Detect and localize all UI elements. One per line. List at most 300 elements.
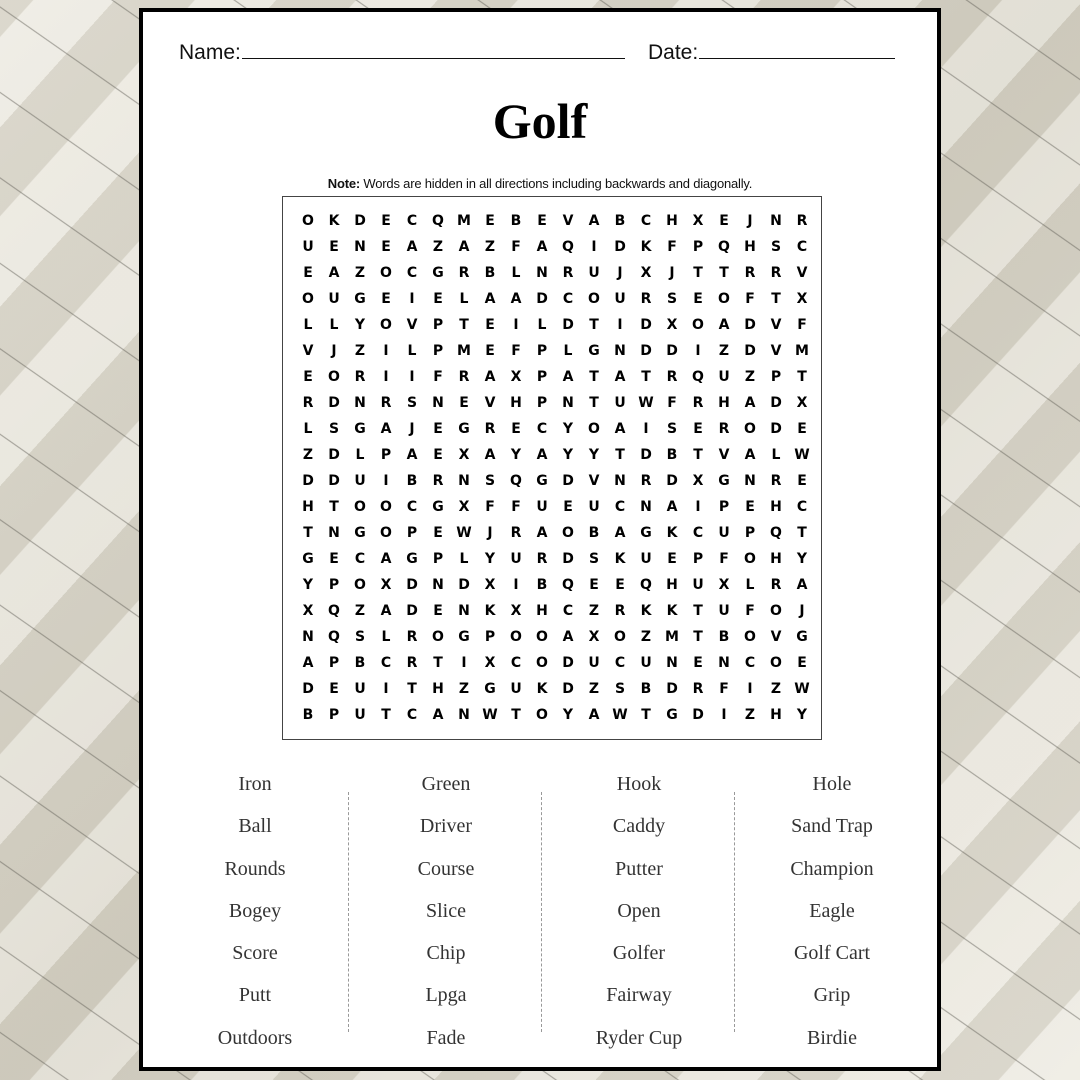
grid-letter[interactable]: U	[588, 265, 600, 281]
grid-letter[interactable]: U	[640, 655, 652, 671]
grid-letter[interactable]: S	[406, 395, 418, 411]
grid-letter[interactable]: E	[381, 213, 391, 229]
grid-letter[interactable]: A	[510, 291, 522, 307]
grid-letter[interactable]: H	[770, 707, 782, 723]
grid-letter[interactable]: B	[510, 213, 522, 229]
grid-letter[interactable]: N	[536, 265, 548, 281]
grid-letter[interactable]: T	[433, 655, 443, 671]
grid-letter[interactable]: P	[406, 525, 418, 541]
grid-letter[interactable]: O	[770, 603, 782, 619]
grid-letter[interactable]: E	[433, 603, 443, 619]
grid-letter[interactable]: L	[745, 577, 755, 593]
grid-letter[interactable]: D	[354, 213, 366, 229]
grid-letter[interactable]: P	[328, 577, 340, 593]
grid-letter[interactable]: C	[406, 499, 418, 515]
grid-letter[interactable]: D	[536, 291, 548, 307]
grid-letter[interactable]: B	[484, 265, 496, 281]
grid-letter[interactable]: A	[614, 369, 626, 385]
grid-letter[interactable]: C	[562, 603, 574, 619]
grid-letter[interactable]: X	[302, 603, 314, 619]
grid-letter[interactable]: C	[796, 499, 808, 515]
grid-letter[interactable]: G	[536, 473, 548, 489]
grid-letter[interactable]: N	[432, 395, 444, 411]
grid-letter[interactable]: K	[640, 603, 652, 619]
grid-letter[interactable]: U	[614, 395, 626, 411]
grid-letter[interactable]: U	[588, 499, 600, 515]
grid-letter[interactable]: R	[458, 265, 470, 281]
grid-letter[interactable]: Z	[354, 265, 366, 281]
grid-letter[interactable]: X	[380, 577, 392, 593]
grid-letter[interactable]: R	[484, 421, 496, 437]
grid-letter[interactable]: V	[484, 395, 496, 411]
grid-letter[interactable]: D	[562, 655, 574, 671]
grid-letter[interactable]: Y	[302, 577, 314, 593]
grid-letter[interactable]: Q	[510, 473, 522, 489]
grid-letter[interactable]: O	[432, 629, 444, 645]
grid-letter[interactable]: G	[640, 525, 652, 541]
grid-letter[interactable]: Q	[328, 629, 340, 645]
grid-letter[interactable]: D	[562, 317, 574, 333]
grid-letter[interactable]: Q	[562, 577, 574, 593]
grid-letter[interactable]: E	[797, 473, 807, 489]
grid-letter[interactable]: S	[354, 629, 366, 645]
grid-letter[interactable]: U	[536, 499, 548, 515]
grid-letter[interactable]: H	[666, 213, 678, 229]
grid-letter[interactable]: C	[354, 551, 366, 567]
grid-letter[interactable]: Y	[562, 421, 574, 437]
grid-letter[interactable]: B	[302, 707, 314, 723]
grid-letter[interactable]: L	[511, 265, 521, 281]
grid-letter[interactable]: I	[409, 291, 415, 307]
grid-letter[interactable]: Z	[770, 681, 782, 697]
grid-letter[interactable]: Z	[484, 239, 496, 255]
grid-letter[interactable]: I	[591, 239, 597, 255]
grid-letter[interactable]: A	[328, 265, 340, 281]
grid-letter[interactable]: E	[485, 317, 495, 333]
date-blank-line[interactable]	[699, 38, 895, 59]
grid-letter[interactable]: G	[354, 291, 366, 307]
grid-letter[interactable]: U	[718, 525, 730, 541]
grid-letter[interactable]: V	[770, 629, 782, 645]
grid-letter[interactable]: B	[354, 655, 366, 671]
grid-letter[interactable]: Q	[692, 369, 704, 385]
grid-letter[interactable]: G	[718, 473, 730, 489]
grid-letter[interactable]: N	[562, 395, 574, 411]
grid-letter[interactable]: T	[615, 447, 625, 463]
grid-letter[interactable]: D	[562, 551, 574, 567]
grid-letter[interactable]: S	[328, 421, 340, 437]
grid-letter[interactable]: I	[383, 343, 389, 359]
grid-letter[interactable]: D	[406, 577, 418, 593]
grid-letter[interactable]: U	[510, 551, 522, 567]
grid-letter[interactable]: T	[693, 265, 703, 281]
grid-letter[interactable]: A	[406, 447, 418, 463]
grid-letter[interactable]: D	[328, 473, 340, 489]
grid-letter[interactable]: V	[302, 343, 314, 359]
grid-letter[interactable]: S	[614, 681, 626, 697]
grid-letter[interactable]: A	[588, 707, 600, 723]
grid-letter[interactable]: E	[563, 499, 573, 515]
grid-letter[interactable]: U	[354, 473, 366, 489]
grid-letter[interactable]: R	[458, 369, 470, 385]
grid-letter[interactable]: T	[511, 707, 521, 723]
grid-letter[interactable]: Q	[770, 525, 782, 541]
grid-letter[interactable]: C	[614, 499, 626, 515]
grid-letter[interactable]: L	[303, 421, 313, 437]
grid-letter[interactable]: E	[433, 421, 443, 437]
grid-letter[interactable]: C	[380, 655, 392, 671]
grid-letter[interactable]: N	[328, 525, 340, 541]
grid-letter[interactable]: I	[383, 473, 389, 489]
grid-letter[interactable]: X	[718, 577, 730, 593]
grid-letter[interactable]: B	[588, 525, 600, 541]
grid-letter[interactable]: A	[666, 499, 678, 515]
grid-letter[interactable]: Y	[588, 447, 600, 463]
grid-letter[interactable]: D	[328, 395, 340, 411]
grid-letter[interactable]: B	[406, 473, 418, 489]
grid-letter[interactable]: D	[770, 395, 782, 411]
grid-letter[interactable]: F	[485, 499, 495, 515]
grid-letter[interactable]: T	[797, 369, 807, 385]
grid-letter[interactable]: T	[693, 447, 703, 463]
grid-letter[interactable]: A	[588, 213, 600, 229]
grid-letter[interactable]: T	[693, 603, 703, 619]
grid-letter[interactable]: O	[744, 421, 756, 437]
grid-letter[interactable]: A	[380, 603, 392, 619]
grid-letter[interactable]: H	[510, 395, 522, 411]
grid-letter[interactable]: Y	[562, 447, 574, 463]
grid-letter[interactable]: M	[795, 343, 809, 359]
grid-letter[interactable]: U	[718, 369, 730, 385]
grid-letter[interactable]: W	[794, 447, 810, 463]
grid-letter[interactable]: P	[380, 447, 392, 463]
grid-letter[interactable]: R	[640, 473, 652, 489]
grid-letter[interactable]: P	[484, 629, 496, 645]
grid-letter[interactable]: O	[510, 629, 522, 645]
grid-letter[interactable]: V	[406, 317, 418, 333]
grid-letter[interactable]: L	[537, 317, 547, 333]
grid-letter[interactable]: C	[536, 421, 548, 437]
grid-letter[interactable]: B	[718, 629, 730, 645]
grid-letter[interactable]: O	[302, 213, 314, 229]
grid-letter[interactable]: A	[744, 395, 756, 411]
grid-letter[interactable]: R	[770, 577, 782, 593]
grid-letter[interactable]: S	[666, 421, 678, 437]
grid-letter[interactable]: L	[771, 447, 781, 463]
grid-letter[interactable]: X	[484, 577, 496, 593]
grid-letter[interactable]: W	[456, 525, 472, 541]
grid-letter[interactable]: C	[406, 265, 418, 281]
grid-letter[interactable]: L	[355, 447, 365, 463]
grid-letter[interactable]: A	[718, 317, 730, 333]
grid-letter[interactable]: Z	[588, 603, 600, 619]
grid-letter[interactable]: F	[511, 239, 521, 255]
grid-letter[interactable]: E	[381, 291, 391, 307]
grid-letter[interactable]: I	[409, 369, 415, 385]
grid-letter[interactable]: D	[666, 473, 678, 489]
grid-letter[interactable]: U	[588, 655, 600, 671]
grid-letter[interactable]: Z	[458, 681, 470, 697]
grid-letter[interactable]: E	[303, 265, 313, 281]
grid-letter[interactable]: L	[407, 343, 417, 359]
grid-letter[interactable]: Q	[640, 577, 652, 593]
grid-letter[interactable]: D	[770, 421, 782, 437]
grid-letter[interactable]: L	[459, 551, 469, 567]
grid-letter[interactable]: C	[692, 525, 704, 541]
grid-letter[interactable]: I	[383, 369, 389, 385]
grid-letter[interactable]: C	[562, 291, 574, 307]
grid-letter[interactable]: F	[745, 291, 755, 307]
grid-letter[interactable]: E	[433, 447, 443, 463]
grid-letter[interactable]: E	[303, 369, 313, 385]
grid-letter[interactable]: X	[796, 395, 808, 411]
grid-letter[interactable]: H	[432, 681, 444, 697]
grid-letter[interactable]: D	[640, 317, 652, 333]
grid-letter[interactable]: P	[328, 707, 340, 723]
grid-letter[interactable]: R	[718, 421, 730, 437]
grid-letter[interactable]: R	[432, 473, 444, 489]
grid-letter[interactable]: A	[406, 239, 418, 255]
grid-letter[interactable]: X	[796, 291, 808, 307]
grid-letter[interactable]: G	[354, 525, 366, 541]
grid-letter[interactable]: G	[458, 629, 470, 645]
grid-letter[interactable]: O	[744, 551, 756, 567]
grid-letter[interactable]: I	[721, 707, 727, 723]
grid-letter[interactable]: I	[513, 317, 519, 333]
grid-letter[interactable]: V	[770, 317, 782, 333]
grid-letter[interactable]: H	[302, 499, 314, 515]
grid-letter[interactable]: P	[744, 525, 756, 541]
grid-letter[interactable]: L	[459, 291, 469, 307]
grid-letter[interactable]: N	[432, 577, 444, 593]
grid-letter[interactable]: E	[459, 395, 469, 411]
grid-letter[interactable]: F	[719, 551, 729, 567]
grid-letter[interactable]: O	[328, 369, 340, 385]
grid-letter[interactable]: O	[380, 265, 392, 281]
grid-letter[interactable]: R	[536, 551, 548, 567]
grid-letter[interactable]: J	[409, 421, 415, 437]
grid-letter[interactable]: C	[640, 213, 652, 229]
grid-letter[interactable]: F	[433, 369, 443, 385]
grid-letter[interactable]: O	[354, 577, 366, 593]
grid-letter[interactable]: E	[433, 525, 443, 541]
grid-letter[interactable]: A	[536, 239, 548, 255]
grid-letter[interactable]: J	[747, 213, 753, 229]
grid-letter[interactable]: F	[745, 603, 755, 619]
grid-letter[interactable]: V	[796, 265, 808, 281]
grid-letter[interactable]: G	[484, 681, 496, 697]
grid-letter[interactable]: U	[354, 681, 366, 697]
grid-letter[interactable]: D	[640, 447, 652, 463]
grid-letter[interactable]: P	[536, 343, 548, 359]
grid-letter[interactable]: O	[354, 499, 366, 515]
grid-letter[interactable]: A	[744, 447, 756, 463]
grid-letter[interactable]: A	[380, 421, 392, 437]
grid-letter[interactable]: O	[302, 291, 314, 307]
grid-letter[interactable]: Z	[432, 239, 444, 255]
grid-letter[interactable]: O	[692, 317, 704, 333]
grid-letter[interactable]: F	[667, 395, 677, 411]
grid-letter[interactable]: R	[770, 473, 782, 489]
grid-letter[interactable]: X	[484, 655, 496, 671]
grid-letter[interactable]: A	[380, 551, 392, 567]
grid-letter[interactable]: X	[666, 317, 678, 333]
grid-letter[interactable]: R	[666, 369, 678, 385]
grid-letter[interactable]: K	[666, 525, 678, 541]
grid-letter[interactable]: U	[614, 291, 626, 307]
grid-letter[interactable]: K	[666, 603, 678, 619]
grid-letter[interactable]: B	[536, 577, 548, 593]
grid-letter[interactable]: T	[641, 707, 651, 723]
grid-letter[interactable]: A	[562, 369, 574, 385]
grid-letter[interactable]: E	[329, 551, 339, 567]
grid-letter[interactable]: I	[461, 655, 467, 671]
grid-letter[interactable]: Y	[354, 317, 366, 333]
grid-letter[interactable]: R	[354, 369, 366, 385]
grid-letter[interactable]: C	[406, 707, 418, 723]
grid-letter[interactable]: A	[614, 525, 626, 541]
grid-letter[interactable]: G	[406, 551, 418, 567]
grid-letter[interactable]: D	[562, 473, 574, 489]
grid-letter[interactable]: D	[406, 603, 418, 619]
grid-letter[interactable]: U	[718, 603, 730, 619]
grid-letter[interactable]: P	[692, 551, 704, 567]
grid-letter[interactable]: Z	[718, 343, 730, 359]
grid-letter[interactable]: E	[485, 213, 495, 229]
grid-letter[interactable]: E	[511, 421, 521, 437]
grid-letter[interactable]: T	[693, 629, 703, 645]
grid-letter[interactable]: U	[328, 291, 340, 307]
grid-letter[interactable]: E	[667, 551, 677, 567]
grid-letter[interactable]: D	[744, 317, 756, 333]
grid-letter[interactable]: O	[562, 525, 574, 541]
grid-letter[interactable]: Z	[744, 707, 756, 723]
grid-letter[interactable]: H	[744, 239, 756, 255]
grid-letter[interactable]: O	[588, 291, 600, 307]
grid-letter[interactable]: D	[328, 447, 340, 463]
grid-letter[interactable]: G	[588, 343, 600, 359]
grid-letter[interactable]: C	[796, 239, 808, 255]
grid-letter[interactable]: E	[433, 291, 443, 307]
grid-letter[interactable]: T	[771, 291, 781, 307]
grid-letter[interactable]: A	[796, 577, 808, 593]
grid-letter[interactable]: M	[665, 629, 679, 645]
grid-letter[interactable]: I	[695, 343, 701, 359]
grid-letter[interactable]: J	[331, 343, 337, 359]
grid-letter[interactable]: U	[640, 551, 652, 567]
grid-letter[interactable]: H	[770, 551, 782, 567]
grid-letter[interactable]: Y	[562, 707, 574, 723]
grid-letter[interactable]: G	[666, 707, 678, 723]
grid-letter[interactable]: V	[718, 447, 730, 463]
grid-letter[interactable]: K	[640, 239, 652, 255]
grid-letter[interactable]: A	[484, 291, 496, 307]
grid-letter[interactable]: N	[744, 473, 756, 489]
grid-letter[interactable]: Z	[588, 681, 600, 697]
grid-letter[interactable]: E	[381, 239, 391, 255]
grid-letter[interactable]: X	[692, 473, 704, 489]
grid-letter[interactable]: P	[432, 551, 444, 567]
grid-letter[interactable]: D	[458, 577, 470, 593]
grid-letter[interactable]: G	[302, 551, 314, 567]
grid-letter[interactable]: V	[588, 473, 600, 489]
grid-letter[interactable]: W	[482, 707, 498, 723]
grid-letter[interactable]: Z	[354, 603, 366, 619]
grid-letter[interactable]: E	[719, 213, 729, 229]
grid-letter[interactable]: E	[693, 421, 703, 437]
grid-letter[interactable]: P	[692, 239, 704, 255]
grid-letter[interactable]: S	[770, 239, 782, 255]
grid-letter[interactable]: U	[354, 707, 366, 723]
grid-letter[interactable]: B	[666, 447, 678, 463]
grid-letter[interactable]: E	[615, 577, 625, 593]
grid-letter[interactable]: A	[302, 655, 314, 671]
grid-letter[interactable]: K	[614, 551, 626, 567]
grid-letter[interactable]: E	[693, 291, 703, 307]
grid-letter[interactable]: R	[692, 395, 704, 411]
grid-letter[interactable]: D	[666, 343, 678, 359]
grid-letter[interactable]: A	[536, 525, 548, 541]
grid-letter[interactable]: W	[794, 681, 810, 697]
grid-letter[interactable]: O	[718, 291, 730, 307]
grid-letter[interactable]: E	[693, 655, 703, 671]
grid-letter[interactable]: G	[354, 421, 366, 437]
grid-letter[interactable]: I	[695, 499, 701, 515]
grid-letter[interactable]: Y	[510, 447, 522, 463]
grid-letter[interactable]: N	[458, 473, 470, 489]
grid-letter[interactable]: V	[770, 343, 782, 359]
grid-letter[interactable]: W	[612, 707, 628, 723]
grid-letter[interactable]: K	[328, 213, 340, 229]
grid-letter[interactable]: Z	[744, 369, 756, 385]
grid-letter[interactable]: T	[303, 525, 313, 541]
grid-letter[interactable]: R	[562, 265, 574, 281]
grid-letter[interactable]: L	[381, 629, 391, 645]
grid-letter[interactable]: N	[354, 239, 366, 255]
grid-letter[interactable]: A	[484, 447, 496, 463]
grid-letter[interactable]: E	[745, 499, 755, 515]
grid-letter[interactable]: X	[458, 499, 470, 515]
grid-letter[interactable]: P	[432, 317, 444, 333]
grid-letter[interactable]: K	[484, 603, 496, 619]
grid-letter[interactable]: P	[432, 343, 444, 359]
grid-letter[interactable]: N	[614, 343, 626, 359]
grid-letter[interactable]: R	[796, 213, 808, 229]
grid-letter[interactable]: A	[484, 369, 496, 385]
grid-letter[interactable]: N	[354, 395, 366, 411]
grid-letter[interactable]: I	[617, 317, 623, 333]
grid-letter[interactable]: A	[432, 707, 444, 723]
grid-letter[interactable]: A	[536, 447, 548, 463]
grid-letter[interactable]: S	[484, 473, 496, 489]
grid-letter[interactable]: T	[459, 317, 469, 333]
grid-letter[interactable]: N	[640, 499, 652, 515]
grid-letter[interactable]: T	[589, 395, 599, 411]
grid-letter[interactable]: T	[589, 317, 599, 333]
grid-letter[interactable]: T	[407, 681, 417, 697]
grid-letter[interactable]: U	[302, 239, 314, 255]
grid-letter[interactable]: S	[588, 551, 600, 567]
grid-letter[interactable]: X	[588, 629, 600, 645]
grid-letter[interactable]: N	[458, 603, 470, 619]
grid-letter[interactable]: O	[536, 655, 548, 671]
grid-letter[interactable]: Q	[432, 213, 444, 229]
grid-letter[interactable]: E	[797, 655, 807, 671]
grid-letter[interactable]: G	[458, 421, 470, 437]
grid-letter[interactable]: B	[640, 681, 652, 697]
grid-letter[interactable]: E	[589, 577, 599, 593]
grid-letter[interactable]: Q	[718, 239, 730, 255]
